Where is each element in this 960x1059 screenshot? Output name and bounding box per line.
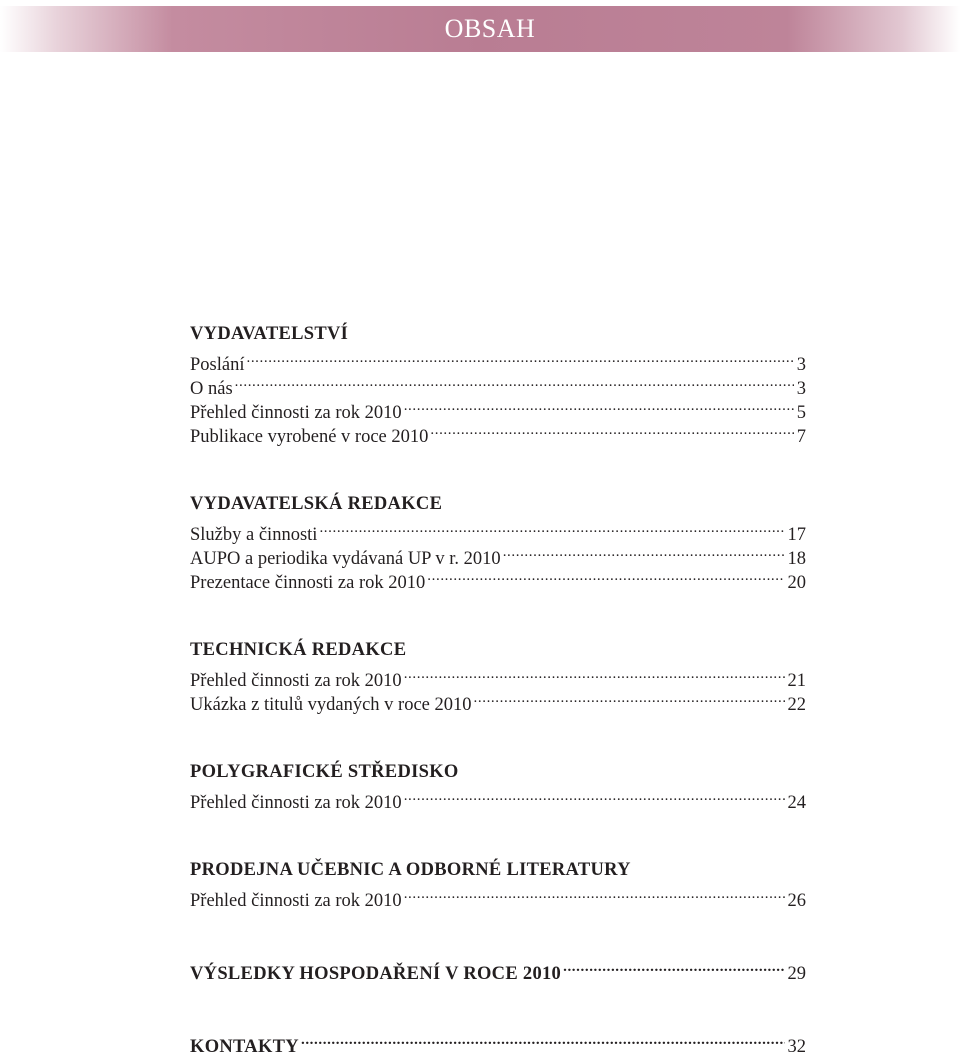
- toc-section-vysledky: [190, 955, 806, 984]
- toc-entry[interactable]: [190, 882, 806, 911]
- toc-entry-page: 20: [787, 573, 806, 593]
- toc-entry-page: 29: [787, 964, 806, 984]
- toc-entry-page: 21: [787, 671, 806, 691]
- toc-entry[interactable]: [190, 346, 806, 375]
- dot-leader: [503, 540, 785, 564]
- toc-entry-page: 18: [787, 549, 806, 569]
- dot-leader: [474, 686, 785, 710]
- toc-entry-label: Přehled činnosti za rok 2010: [190, 671, 402, 691]
- toc-entry-page: 22: [787, 695, 806, 715]
- toc-entry-page: 7: [796, 427, 806, 447]
- toc-entry-label: Poslání: [190, 355, 245, 375]
- toc-section-vydavatelska-redakce: [190, 492, 806, 593]
- dot-leader: [404, 394, 794, 418]
- dot-leader: [427, 564, 784, 588]
- toc-entry[interactable]: [190, 784, 806, 813]
- section-heading: VYDAVATELSTVÍ: [190, 324, 349, 344]
- dot-leader: [404, 662, 785, 686]
- section-heading: PRODEJNA UČEBNIC A ODBORNÉ LITERATURY: [190, 860, 631, 880]
- toc-entry-label: Přehled činnosti za rok 2010: [190, 891, 402, 911]
- toc-entry-page: 24: [787, 793, 806, 813]
- dot-leader: [301, 1028, 785, 1052]
- toc-section-polygraficke-stredisko: [190, 760, 806, 813]
- toc-entry-label: O nás: [190, 379, 233, 399]
- toc-section-vydavatelstvi: [190, 322, 806, 447]
- dot-leader: [235, 370, 794, 394]
- toc-entry-heading[interactable]: [190, 955, 806, 984]
- toc-section-technicka-redakce: [190, 638, 806, 715]
- toc-entry-label: Přehled činnosti za rok 2010: [190, 793, 402, 813]
- toc-entry[interactable]: [190, 662, 806, 691]
- toc-entry-label: Publikace vyrobené v roce 2010: [190, 427, 429, 447]
- toc-section-kontakty: [190, 1028, 806, 1057]
- dot-leader: [404, 784, 785, 808]
- toc-entry-label: AUPO a periodika vydávaná UP v r. 2010: [190, 549, 501, 569]
- dot-leader: [430, 418, 793, 442]
- toc-entry-label: VÝSLEDKY HOSPODAŘENÍ V ROCE 2010: [190, 964, 562, 984]
- toc-entry[interactable]: [190, 516, 806, 545]
- toc-entry-page: 26: [787, 891, 806, 911]
- toc-entry-page: 5: [796, 403, 806, 423]
- toc-entry-label: Služby a činnosti: [190, 525, 318, 545]
- dot-leader: [404, 882, 785, 906]
- toc-entry-page: 3: [796, 355, 806, 375]
- section-heading: POLYGRAFICKÉ STŘEDISKO: [190, 762, 459, 782]
- toc-entry-label: Ukázka z titulů vydaných v roce 2010: [190, 695, 472, 715]
- dot-leader: [246, 346, 793, 370]
- section-heading: VYDAVATELSKÁ REDAKCE: [190, 494, 443, 514]
- table-of-contents: [190, 322, 806, 1057]
- toc-entry[interactable]: [190, 370, 806, 399]
- toc-entry-label: Prezentace činnosti za rok 2010: [190, 573, 426, 593]
- toc-entry-label: Přehled činnosti za rok 2010: [190, 403, 402, 423]
- toc-entry-heading[interactable]: [190, 1028, 806, 1057]
- toc-entry-page: 17: [787, 525, 806, 545]
- toc-entry-page: 3: [796, 379, 806, 399]
- page-title: OBSAH: [444, 14, 536, 43]
- toc-entry[interactable]: [190, 394, 806, 423]
- toc-entry-label: KONTAKTY: [190, 1037, 299, 1057]
- dot-leader: [563, 955, 784, 979]
- section-heading: TECHNICKÁ REDAKCE: [190, 640, 407, 660]
- toc-entry-page: 32: [787, 1037, 806, 1057]
- toc-section-prodejna-ucebnic: [190, 858, 806, 911]
- dot-leader: [319, 516, 784, 540]
